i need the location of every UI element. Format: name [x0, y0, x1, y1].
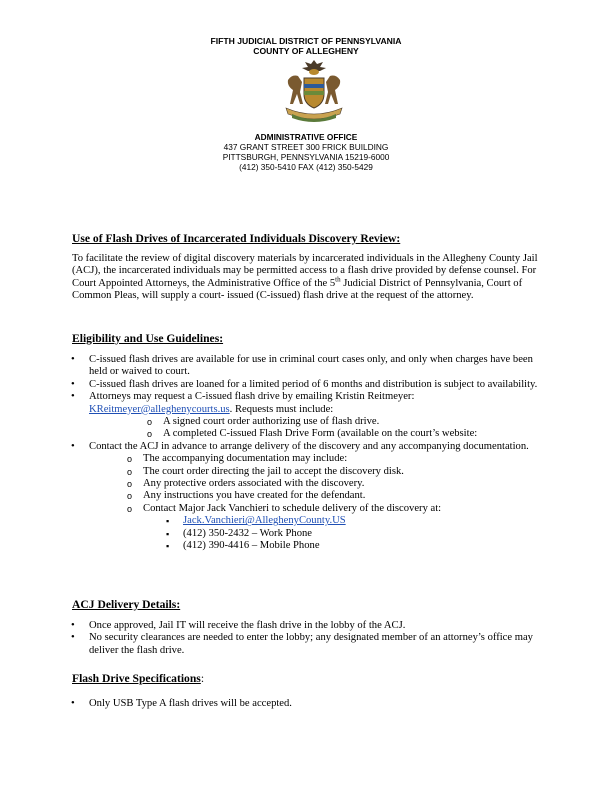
acj-contact-list	[89, 453, 542, 515]
vanchieri-email-link[interactable]: Jack.Vanchieri@AlleghenyCounty.US	[183, 515, 346, 527]
delivery-section	[72, 620, 542, 657]
list-item: o A completed C-issued Flash Drive Form (available on the court’s website:	[147, 428, 542, 440]
list-item	[72, 354, 542, 379]
county-name: COUNTY OF ALLEGHENY	[253, 46, 359, 56]
eligibility-item-4: Contact the ACJ in advance to arrange delivery of the discovery and any accompanying documentation.	[89, 440, 529, 452]
list-item: o Any instructions you have created for the defendant.	[127, 490, 542, 502]
eligibility-item-3-after: . Requests must include:	[229, 403, 334, 415]
office-phone: (412) 350-5410 FAX (412) 350-5429	[239, 162, 373, 172]
list-item: ▪ (412) 350-2432 – Work Phone	[166, 528, 542, 540]
list-item: • Once approved, Jail IT will receive the flash drive in the lobby of the ACJ.	[72, 620, 542, 632]
specs-heading: Flash Drive Specifications	[72, 672, 201, 685]
list-item: • Only USB Type A flash drives will be accepted.	[72, 698, 542, 710]
eligibility-section	[72, 354, 542, 553]
document-title: Use of Flash Drives of Incarcerated Individuals Discovery Review:	[72, 232, 401, 245]
delivery-list	[72, 620, 542, 657]
court-name: FIFTH JUDICIAL DISTRICT OF PENNSYLVANIA	[210, 36, 402, 46]
specs-heading-row	[72, 672, 204, 685]
eligibility-list	[72, 354, 542, 553]
delivery-heading: ACJ Delivery Details:	[72, 598, 181, 611]
list-item	[72, 391, 542, 441]
office-title: ADMINISTRATIVE OFFICE	[254, 132, 358, 142]
eligibility-item-2: C-issued flash drives are loaned for a limited period of 6 months and distribution is subject to availability.	[89, 378, 538, 390]
eligibility-heading: Eligibility and Use Guidelines:	[72, 332, 224, 345]
office-address-city: PITTSBURGH, PENNSYLVANIA 15219-6000	[222, 152, 390, 162]
vanchieri-contact-list	[89, 515, 542, 552]
list-item: o The accompanying documentation may include:	[127, 453, 542, 465]
list-item: o The court order directing the jail to accept the discovery disk.	[127, 466, 542, 478]
list-item	[72, 379, 542, 391]
eligibility-item-1: C-issued flash drives are available for use in criminal court cases only, and only when charges have been held or waived to court.	[89, 354, 533, 378]
specs-section	[72, 698, 542, 710]
coat-of-arms-seal-icon	[282, 58, 346, 124]
list-item: ▪ (412) 390-4416 – Mobile Phone	[166, 540, 542, 552]
reitmeyer-email-link[interactable]: KReitmeyer@alleghenycourts.us	[89, 403, 230, 415]
intro-text-part2: Judicial District of Pennsylvania, Court of Common Pleas, will supply a court- issued (C-issued) flash drive at the request of the attorney.	[72, 277, 523, 302]
intro-text-part1: To facilitate the review of digital discovery materials by incarcerated individuals in the Allegheny County Jail (ACJ), the incarcerated individuals may be permitted access to a flash drive provided by defense counsel. For Court Appointed Attorneys, the Administrative Office of the 5	[72, 253, 538, 289]
list-item	[166, 515, 542, 527]
specs-heading-colon: :	[200, 672, 205, 685]
intro-ordinal-suffix: th	[335, 275, 341, 284]
eligibility-item-3: Attorneys may request a C-issued flash drive by emailing Kristin Reitmeyer:	[89, 391, 415, 403]
list-item: • No security clearances are needed to enter the lobby; any designated member of an attorney’s office may deliver the flash drive.	[72, 632, 542, 657]
request-requirements-list	[89, 416, 542, 441]
office-heading	[0, 132, 612, 172]
list-item	[72, 441, 542, 553]
specs-list	[72, 698, 542, 710]
court-heading	[0, 36, 612, 56]
list-item: o A signed court order authorizing use of flash drive.	[147, 416, 542, 428]
office-address-street: 437 GRANT STREET 300 FRICK BUILDING	[223, 142, 389, 152]
list-item: o Contact Major Jack Vanchieri to schedule delivery of the discovery at:	[127, 503, 542, 515]
intro-paragraph	[72, 253, 542, 303]
list-item: o Any protective orders associated with the discovery.	[127, 478, 542, 490]
